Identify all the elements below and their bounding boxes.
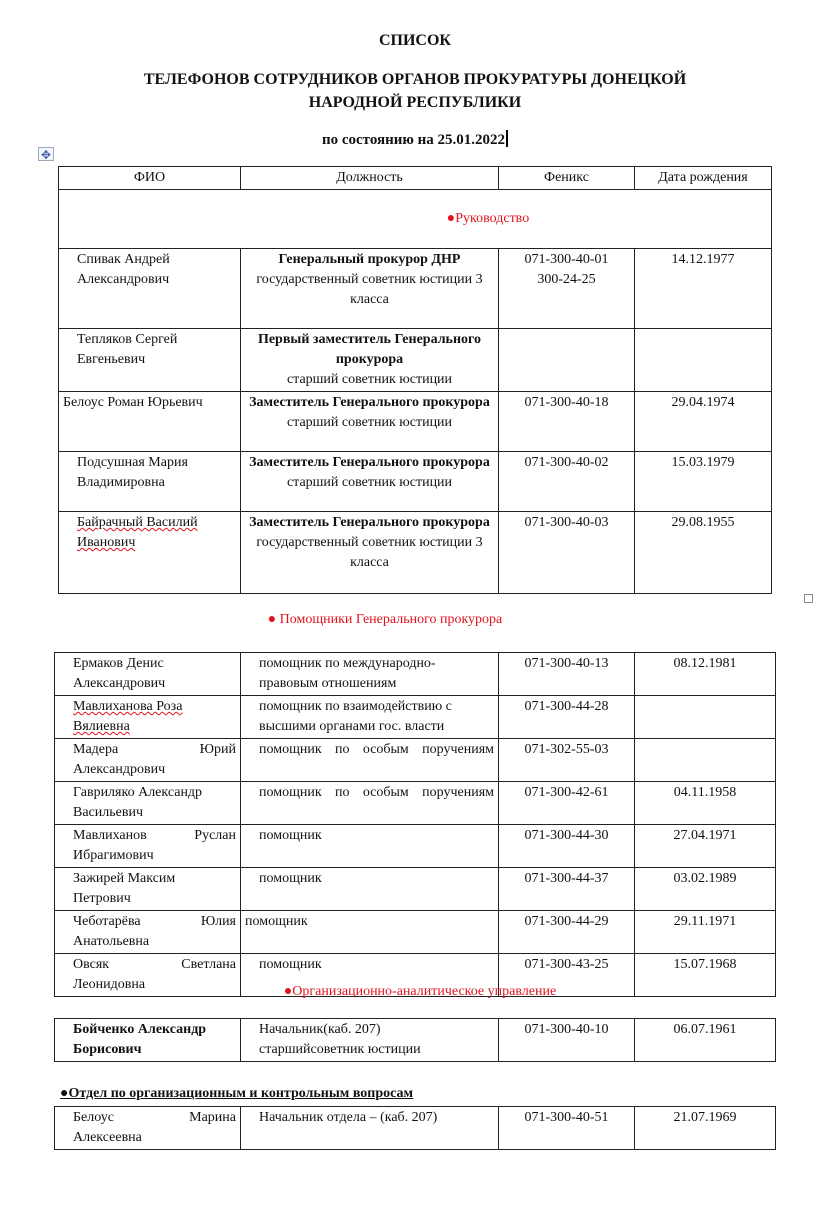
employee-name: Спивак Андрей Александрович (59, 249, 241, 329)
employee-phone: 071-300-44-30 (499, 825, 635, 868)
table-row (55, 911, 776, 954)
employee-dob: 29.04.1974 (635, 392, 772, 452)
employee-name (59, 512, 241, 594)
table-row (55, 825, 776, 868)
position-title: Генеральный прокурор ДНР (278, 252, 461, 267)
employee-name: Мавлиханов Руслан Ибрагимович (55, 825, 241, 868)
section-title-org-analytic: ●Организационно-аналитическое управление (283, 984, 557, 999)
position-rank: старший советник юстиции (286, 475, 453, 490)
position-rank: государственный советник юстиции 3 класса (256, 535, 483, 570)
col-header-phone: Феникс (499, 167, 635, 190)
subtitle-line-1: ТЕЛЕФОНОВ СОТРУДНИКОВ ОРГАНОВ ПРОКУРАТУРЫ ДОНЕЦКОЙ (143, 71, 687, 88)
employee-position (241, 1019, 499, 1062)
table-row (55, 1019, 776, 1062)
table-row (55, 1107, 776, 1150)
employee-dob: 14.12.1977 (635, 249, 772, 329)
table-row (55, 653, 776, 696)
employee-position: помощник (241, 825, 499, 868)
section-row-leadership (59, 190, 772, 249)
org-control-table (54, 1106, 776, 1150)
employee-name: Мадера Юрий Александрович (55, 739, 241, 782)
employee-name: Бойченко Александр Борисович (55, 1019, 241, 1062)
document-subtitle (0, 68, 830, 114)
employee-phone: 071-300-42-61 (499, 782, 635, 825)
employee-position: помощник (241, 911, 499, 954)
date-line (0, 130, 830, 149)
table-row (59, 512, 772, 594)
table-row (59, 249, 772, 329)
employee-position (241, 329, 499, 392)
employee-dob: 21.07.1969 (635, 1107, 776, 1150)
employee-dob: 03.02.1989 (635, 868, 776, 911)
employee-phone: 071-300-40-02 (499, 452, 635, 512)
employee-phone: 071-300-40-18 (499, 392, 635, 452)
leadership-table (58, 166, 772, 594)
position-rank: старший советник юстиции (286, 372, 453, 387)
date-text: по состоянию на 25.01.2022 (321, 132, 506, 148)
position-title: Заместитель Генерального прокурора (249, 455, 490, 470)
employee-position: Начальник отдела – (каб. 207) (241, 1107, 499, 1150)
employee-position: помощник по взаимодействию с высшими органами гос. власти (241, 696, 499, 739)
employee-dob: 29.08.1955 (635, 512, 772, 594)
employee-position: помощник (241, 954, 499, 997)
header-row (59, 167, 772, 190)
table-move-handle-icon[interactable]: ✥ (38, 147, 54, 161)
position-rank: государственный советник юстиции 3 класса (256, 272, 483, 307)
table-row (55, 868, 776, 911)
employee-phone: 071-300-44-29 (499, 911, 635, 954)
employee-position: помощник (241, 868, 499, 911)
employee-phone (499, 329, 635, 392)
col-header-position: Должность (241, 167, 499, 190)
position-rank: старший советник юстиции (286, 415, 453, 430)
table-row (55, 739, 776, 782)
position-rank: старшийсоветник юстиции (259, 1042, 421, 1057)
employee-position (241, 249, 499, 329)
employee-position: помощник по особым поручениям (241, 739, 499, 782)
employee-name: Белоус Роман Юрьевич (59, 392, 241, 452)
employee-dob (635, 739, 776, 782)
employee-dob: 29.11.1971 (635, 911, 776, 954)
employee-position: помощник по международно-правовым отношениям (241, 653, 499, 696)
employee-dob: 15.07.1968 (635, 954, 776, 997)
table-row (59, 452, 772, 512)
employee-position (241, 452, 499, 512)
phone-secondary: 300-24-25 (537, 272, 596, 287)
employee-phone: 071-300-40-03 (499, 512, 635, 594)
position-title: Начальник(каб. 207) (259, 1022, 381, 1037)
employee-name: Тепляков Сергей Евгеньевич (59, 329, 241, 392)
position-title: Первый заместитель Генерального прокурора (257, 332, 482, 367)
table-row (55, 696, 776, 739)
employee-dob (635, 696, 776, 739)
employee-name: Подсушная Мария Владимировна (59, 452, 241, 512)
employee-phone: 071-300-40-13 (499, 653, 635, 696)
col-header-dob: Дата рождения (635, 167, 772, 190)
table-row (55, 782, 776, 825)
employee-name: Овсяк Светлана Леонидовна (55, 954, 241, 997)
subtitle-line-2: НАРОДНОЙ РЕСПУБЛИКИ (308, 94, 522, 111)
position-title: Заместитель Генерального прокурора (249, 515, 490, 530)
section-title-assistants: ● Помощники Генерального прокурора (267, 612, 503, 627)
employee-name: Зажирей Максим Петрович (55, 868, 241, 911)
employee-dob: 15.03.1979 (635, 452, 772, 512)
org-analytic-table (54, 1018, 776, 1062)
employee-phone: 071-302-55-03 (499, 739, 635, 782)
employee-position (241, 512, 499, 594)
employee-phone: 071-300-43-25 (499, 954, 635, 997)
employee-name (55, 696, 241, 739)
employee-name-text: Мавлиханова Роза Вялиевна (73, 699, 183, 734)
employee-position: помощник по особым поручениям (241, 782, 499, 825)
employee-name (55, 782, 241, 825)
employee-phone (499, 249, 635, 329)
employee-name-text: Байрачный Василий Иванович (77, 515, 198, 550)
phone-primary: 071-300-40-01 (524, 252, 609, 267)
employee-dob: 06.07.1961 (635, 1019, 776, 1062)
table-resize-handle[interactable] (804, 594, 813, 603)
employee-phone: 071-300-40-51 (499, 1107, 635, 1150)
employee-dob: 08.12.1981 (635, 653, 776, 696)
text-cursor (506, 130, 508, 147)
col-header-name: ФИО (59, 167, 241, 190)
employee-dob: 27.04.1971 (635, 825, 776, 868)
employee-dob (635, 329, 772, 392)
employee-name: Ермаков Денис Александрович (55, 653, 241, 696)
employee-position (241, 392, 499, 452)
employee-phone: 071-300-44-28 (499, 696, 635, 739)
table-row (59, 329, 772, 392)
assistants-table (54, 652, 776, 997)
employee-name: Белоус Марина Алексеевна (55, 1107, 241, 1150)
employee-phone: 071-300-40-10 (499, 1019, 635, 1062)
employee-name: Чеботарёва Юлия Анатольевна (55, 911, 241, 954)
employee-phone: 071-300-44-37 (499, 868, 635, 911)
employee-name-text: Гавриляко Александр Васильевич (73, 785, 203, 820)
employee-dob: 04.11.1958 (635, 782, 776, 825)
section-title-leadership: ●Руководство (59, 190, 772, 249)
document-title: СПИСОК (378, 32, 452, 49)
position-title: Заместитель Генерального прокурора (249, 395, 490, 410)
section-title-org-control: ●Отдел по организационным и контрольным вопросам (60, 1086, 414, 1101)
table-row (59, 392, 772, 452)
